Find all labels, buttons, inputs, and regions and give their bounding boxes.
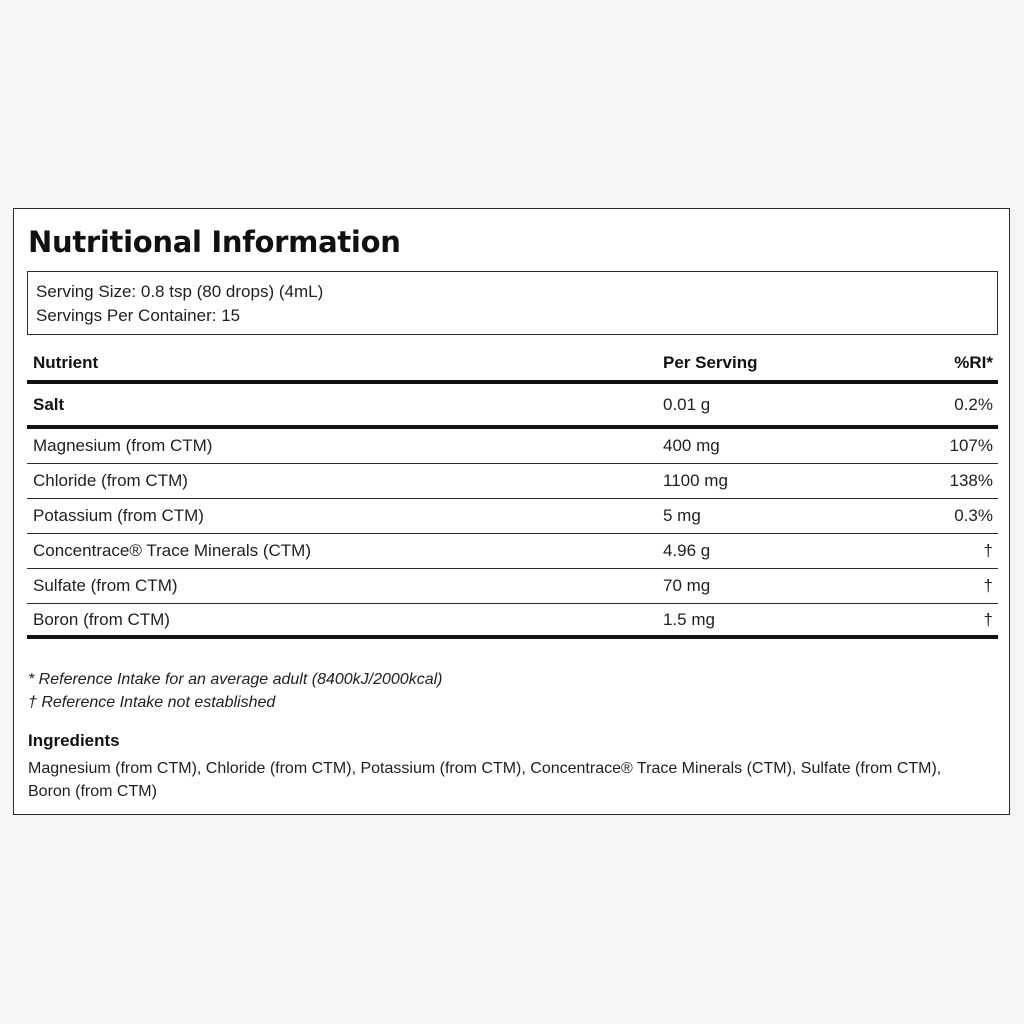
table-header-row bbox=[27, 345, 998, 384]
table-row bbox=[27, 429, 998, 464]
header-nutrient: Nutrient bbox=[33, 352, 99, 372]
servings-per-container: Servings Per Container: 15 bbox=[36, 306, 241, 325]
table-row bbox=[27, 534, 998, 569]
nutrient-name: Boron (from CTM) bbox=[33, 609, 170, 629]
per-serving-value: 70 mg bbox=[663, 576, 711, 595]
nutrition-panel bbox=[13, 208, 1010, 815]
ingredients-title: Ingredients bbox=[28, 731, 120, 750]
per-serving-value: 5 mg bbox=[663, 506, 701, 525]
ri-value: † bbox=[983, 541, 993, 560]
table-row bbox=[27, 464, 998, 499]
footnote-reference-intake: * Reference Intake for an average adult (8400kJ/2000kcal) bbox=[28, 671, 443, 688]
nutrient-name: Concentrace® Trace Minerals (CTM) bbox=[33, 541, 311, 560]
serving-info-box bbox=[27, 271, 998, 335]
ri-value: 0.2% bbox=[954, 394, 993, 414]
ri-value: 138% bbox=[949, 471, 993, 490]
nutrient-name: Sulfate (from CTM) bbox=[33, 576, 178, 595]
table-row bbox=[27, 569, 998, 604]
ri-value: 107% bbox=[949, 436, 993, 455]
footnotes bbox=[28, 668, 442, 714]
nutrient-name: Magnesium (from CTM) bbox=[33, 436, 213, 455]
per-serving-value: 1100 mg bbox=[663, 471, 728, 490]
page-title: Nutritional Information bbox=[28, 225, 401, 259]
nutrient-name: Salt bbox=[33, 394, 65, 414]
ri-value: † bbox=[983, 576, 993, 595]
header-per-serving: Per Serving bbox=[663, 352, 758, 372]
footnote-not-established: † Reference Intake not established bbox=[28, 694, 276, 711]
nutrient-name: Chloride (from CTM) bbox=[33, 471, 188, 490]
table-row-salt bbox=[27, 384, 998, 429]
nutrient-name: Potassium (from CTM) bbox=[33, 506, 204, 525]
ri-value: † bbox=[983, 609, 993, 629]
serving-size: Serving Size: 0.8 tsp (80 drops) (4mL) bbox=[36, 282, 324, 301]
per-serving-value: 400 mg bbox=[663, 436, 720, 455]
per-serving-value: 1.5 mg bbox=[663, 609, 715, 629]
ingredients-text: Magnesium (from CTM), Chloride (from CTM), Potassium (from CTM), Concentrace® Trace Minerals (CTM), Sulfate (from CTM), Boron (from CTM) bbox=[28, 760, 942, 800]
per-serving-value: 4.96 g bbox=[663, 541, 711, 560]
header-ri: %RI* bbox=[954, 352, 993, 372]
ri-value: 0.3% bbox=[954, 506, 993, 525]
nutrition-table bbox=[27, 345, 998, 639]
table-row bbox=[27, 604, 998, 639]
per-serving-value: 0.01 g bbox=[663, 394, 711, 414]
table-row bbox=[27, 499, 998, 534]
